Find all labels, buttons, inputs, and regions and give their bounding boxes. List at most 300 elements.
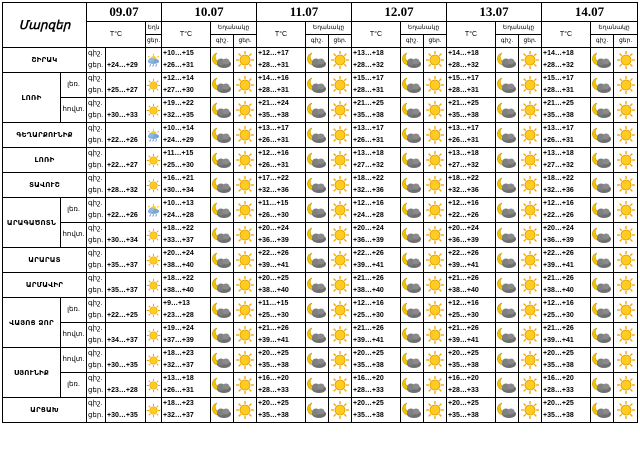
temp-cell — [352, 148, 401, 173]
temp-cell — [542, 123, 591, 148]
sun-icon — [329, 173, 352, 198]
night-temp: +20…+25 — [258, 275, 289, 282]
region-name: ԳԵՂԱՐՔՈՒՆԻՔ — [3, 123, 87, 148]
moon-cloud-icon — [306, 98, 329, 123]
day-temp: +26…+31 — [448, 137, 479, 144]
day-temp: +28…+32 — [107, 187, 138, 194]
weather-header: Եղանակը — [306, 22, 352, 35]
temp-cell — [352, 273, 401, 298]
weather-header: Եղանակը — [591, 22, 638, 35]
night-temp — [107, 223, 145, 235]
sun-cloud-rain-icon — [146, 48, 162, 73]
temp-cell — [257, 98, 306, 123]
day-temp: +32…+37 — [163, 412, 194, 419]
temp-cell — [106, 298, 146, 323]
night-temp: +20…+25 — [258, 350, 289, 357]
temp-cell — [257, 248, 306, 273]
sun-icon — [234, 248, 257, 273]
night-day-label — [87, 323, 106, 348]
day-temp: +35…+38 — [353, 362, 384, 369]
temp-cell — [106, 148, 146, 173]
table-row — [3, 298, 638, 323]
night-temp: +22…+26 — [448, 250, 479, 257]
moon-cloud-icon — [211, 73, 234, 98]
day-temp: +26…+30 — [258, 212, 289, 219]
night-label: գիշ. — [88, 275, 103, 282]
sun-icon — [424, 348, 447, 373]
moon-cloud-icon — [496, 348, 519, 373]
moon-cloud-icon — [211, 148, 234, 173]
night-temp — [107, 173, 145, 185]
day-label: ցեր. — [88, 137, 104, 144]
table-row — [3, 48, 638, 73]
sun-icon — [329, 323, 352, 348]
night-temp — [107, 48, 145, 60]
day-temp: +36…+39 — [543, 237, 574, 244]
night-temp: +21…+26 — [258, 325, 289, 332]
moon-cloud-icon — [401, 298, 424, 323]
temp-cell — [162, 73, 211, 98]
moon-cloud-icon — [591, 223, 614, 248]
sun-icon — [146, 273, 162, 298]
sun-icon — [424, 123, 447, 148]
temp-cell — [162, 48, 211, 73]
moon-cloud-icon — [591, 173, 614, 198]
temp-cell — [352, 248, 401, 273]
night-temp: +9…+13 — [163, 300, 190, 307]
night-temp: +10…+13 — [163, 200, 194, 207]
region-name: ԱՐԱԳԱԾՈՏՆ — [3, 198, 61, 248]
night-temp: +19…+22 — [163, 100, 194, 107]
sun-icon — [329, 348, 352, 373]
day-temp: +35…+37 — [107, 262, 138, 269]
day-temp: +32…+36 — [448, 187, 479, 194]
moon-cloud-icon — [306, 398, 329, 423]
night-temp: +11…+15 — [258, 300, 289, 307]
temp-cell — [106, 123, 146, 148]
night-temp — [107, 348, 145, 360]
table-row — [3, 398, 638, 423]
night-temp: +21…+26 — [353, 275, 384, 282]
day-temp: +26…+31 — [353, 137, 384, 144]
day-temp: +27…+30 — [163, 87, 194, 94]
day-temp: +24…+29 — [163, 137, 194, 144]
moon-cloud-icon — [591, 148, 614, 173]
night-temp: +20…+25 — [448, 400, 479, 407]
temp-cell — [542, 273, 591, 298]
temp-cell — [447, 123, 496, 148]
day-temp: +28…+31 — [353, 87, 384, 94]
day-temp: +38…+40 — [543, 287, 574, 294]
temp-cell — [447, 273, 496, 298]
sun-icon — [424, 173, 447, 198]
temp-cell — [162, 198, 211, 223]
day-label: ցեր. — [88, 237, 104, 244]
night-temp: +21…+25 — [353, 100, 384, 107]
night-temp: +16…+20 — [353, 375, 384, 382]
temp-header: T°C — [542, 22, 591, 48]
moon-cloud-icon — [211, 48, 234, 73]
temp-cell — [542, 48, 591, 73]
moon-cloud-icon — [211, 223, 234, 248]
moon-cloud-icon — [591, 98, 614, 123]
day-label: ցեր. — [88, 162, 104, 169]
sun-icon — [614, 348, 638, 373]
temp-cell — [106, 98, 146, 123]
moon-cloud-icon — [306, 73, 329, 98]
sun-icon — [424, 148, 447, 173]
night-day-label — [87, 348, 106, 373]
forecast-body — [3, 48, 638, 423]
night-temp: +13…+17 — [448, 125, 479, 132]
moon-cloud-icon — [306, 273, 329, 298]
day-temp: +38…+40 — [163, 262, 194, 269]
day-temp: +35…+38 — [448, 112, 479, 119]
temp-cell — [352, 348, 401, 373]
day-temp: +35…+38 — [353, 112, 384, 119]
day-temp: +27…+32 — [448, 162, 479, 169]
day-temp: +39…+41 — [448, 337, 479, 344]
sun-icon — [519, 173, 542, 198]
sun-icon — [614, 273, 638, 298]
night-temp: +20…+24 — [258, 225, 289, 232]
day-temp: +23…+28 — [107, 387, 138, 394]
night-temp: +20…+24 — [163, 250, 194, 257]
night-label: գիշ. — [88, 175, 103, 182]
night-temp: +20…+25 — [353, 400, 384, 407]
moon-cloud-icon — [306, 223, 329, 248]
day-temp: +35…+38 — [543, 112, 574, 119]
temp-cell — [106, 248, 146, 273]
moon-cloud-icon — [496, 298, 519, 323]
day-temp: +34…+37 — [107, 337, 138, 344]
temp-cell — [106, 73, 146, 98]
region-part: հովտ. — [61, 98, 87, 123]
moon-cloud-icon — [591, 298, 614, 323]
day-temp: +25…+30 — [258, 312, 289, 319]
day-label: ցեր. — [88, 262, 104, 269]
temp-header: T°C — [257, 22, 306, 48]
night-temp: +19…+24 — [163, 325, 194, 332]
region-name: ՍՅՈՒՆԻՔ — [3, 348, 61, 398]
day-temp: +26…+31 — [163, 62, 194, 69]
moon-cloud-icon — [591, 323, 614, 348]
night-temp: +15…+17 — [543, 75, 574, 82]
night-temp: +13…+18 — [163, 375, 194, 382]
night-temp: +13…+18 — [543, 150, 574, 157]
day-subheader: ցեր. — [146, 35, 162, 48]
sun-icon — [614, 398, 638, 423]
temp-cell — [447, 48, 496, 73]
day-temp: +22…+26 — [107, 137, 138, 144]
sun-icon — [329, 248, 352, 273]
table-row — [3, 123, 638, 148]
sun-icon — [329, 198, 352, 223]
day-label: ցեր. — [88, 287, 104, 294]
temp-cell — [162, 173, 211, 198]
night-temp: +21…+26 — [448, 275, 479, 282]
day-temp: +32…+37 — [163, 362, 194, 369]
night-temp: +20…+24 — [543, 225, 574, 232]
night-temp: +13…+18 — [353, 50, 384, 57]
night-temp: +21…+24 — [258, 100, 289, 107]
moon-cloud-icon — [401, 173, 424, 198]
moon-cloud-icon — [401, 248, 424, 273]
date-header: 11.07 — [257, 3, 352, 22]
day-temp: +24…+28 — [163, 212, 194, 219]
moon-cloud-icon — [401, 198, 424, 223]
sun-icon — [424, 48, 447, 73]
moon-cloud-icon — [401, 323, 424, 348]
sun-icon — [146, 348, 162, 373]
day-temp: +39…+41 — [258, 262, 289, 269]
temp-cell — [542, 398, 591, 423]
night-temp: +12…+16 — [258, 150, 289, 157]
night-temp: +12…+16 — [448, 300, 479, 307]
moon-cloud-icon — [306, 248, 329, 273]
temp-cell — [352, 48, 401, 73]
night-day-label — [87, 223, 106, 248]
region-name: ԱՐՑԱԽ — [3, 398, 87, 423]
day-temp: +28…+33 — [353, 387, 384, 394]
temp-cell — [257, 123, 306, 148]
night-label: գիշ. — [88, 250, 103, 257]
day-temp: +39…+41 — [448, 262, 479, 269]
sun-icon — [329, 48, 352, 73]
region-part: լեռ. — [61, 198, 87, 223]
night-temp — [107, 398, 145, 410]
temp-cell — [447, 173, 496, 198]
moon-cloud-icon — [496, 48, 519, 73]
temp-cell — [106, 273, 146, 298]
night-label: գիշ. — [88, 200, 103, 207]
moon-cloud-icon — [496, 248, 519, 273]
sun-icon — [519, 398, 542, 423]
temp-cell — [162, 348, 211, 373]
night-day-label — [87, 198, 106, 223]
temp-cell — [352, 373, 401, 398]
night-temp: +18…+22 — [163, 225, 194, 232]
moon-cloud-icon — [306, 298, 329, 323]
night-day-label — [87, 148, 106, 173]
night-subheader: գիշ. — [591, 35, 614, 48]
day-temp: +35…+38 — [543, 362, 574, 369]
sun-icon — [519, 48, 542, 73]
night-day-label — [87, 98, 106, 123]
day-temp: +37…+39 — [163, 337, 194, 344]
night-subheader: գիշ. — [306, 35, 329, 48]
night-label: գիշ. — [88, 225, 103, 232]
moon-cloud-icon — [401, 398, 424, 423]
sun-icon — [424, 323, 447, 348]
temp-cell — [352, 98, 401, 123]
region-part: հովտ. — [61, 323, 87, 348]
day-subheader: ցեր. — [234, 35, 257, 48]
night-temp: +16…+20 — [448, 375, 479, 382]
sun-icon — [234, 148, 257, 173]
moon-cloud-icon — [211, 123, 234, 148]
sun-icon — [234, 273, 257, 298]
moon-cloud-icon — [591, 198, 614, 223]
sun-icon — [234, 198, 257, 223]
night-temp: +20…+25 — [543, 350, 574, 357]
day-temp: +39…+41 — [353, 262, 384, 269]
sun-icon — [614, 373, 638, 398]
night-day-label — [87, 48, 106, 73]
day-temp: +28…+33 — [258, 387, 289, 394]
night-temp: +20…+24 — [353, 225, 384, 232]
temp-cell — [106, 323, 146, 348]
sun-icon — [519, 148, 542, 173]
sun-icon — [424, 198, 447, 223]
moon-cloud-icon — [591, 248, 614, 273]
sun-icon — [519, 98, 542, 123]
night-label: գիշ. — [88, 375, 103, 382]
sun-icon — [424, 273, 447, 298]
day-temp: +35…+38 — [258, 412, 289, 419]
moon-cloud-icon — [496, 98, 519, 123]
night-temp: +18…+22 — [543, 175, 574, 182]
day-temp: +22…+26 — [107, 212, 138, 219]
day-temp: +30…+34 — [107, 237, 138, 244]
moon-cloud-icon — [496, 173, 519, 198]
night-temp: +18…+23 — [163, 350, 194, 357]
date-header: 13.07 — [447, 3, 542, 22]
table-row — [3, 273, 638, 298]
day-temp: +33…+37 — [163, 237, 194, 244]
temp-cell — [106, 398, 146, 423]
temp-header: T°C — [447, 22, 496, 48]
table-row — [3, 323, 638, 348]
night-temp — [107, 373, 145, 385]
moon-cloud-icon — [306, 48, 329, 73]
moon-cloud-icon — [211, 98, 234, 123]
day-subheader: ցեր. — [424, 35, 447, 48]
night-label: գիշ. — [88, 350, 103, 357]
temp-header: T°C — [162, 22, 211, 48]
sun-icon — [146, 73, 162, 98]
sun-icon — [614, 173, 638, 198]
sun-icon — [146, 248, 162, 273]
night-subheader: գիշ. — [211, 35, 234, 48]
temp-cell — [106, 198, 146, 223]
temp-cell — [162, 273, 211, 298]
sun-icon — [424, 223, 447, 248]
day-temp: +35…+38 — [353, 412, 384, 419]
sun-icon — [146, 398, 162, 423]
moon-cloud-icon — [496, 73, 519, 98]
moon-cloud-icon — [496, 223, 519, 248]
day-temp: +39…+41 — [543, 337, 574, 344]
temp-cell — [106, 223, 146, 248]
night-label: գիշ. — [88, 400, 103, 407]
moon-cloud-icon — [591, 48, 614, 73]
day-temp: +26…+31 — [163, 387, 194, 394]
sun-icon — [146, 298, 162, 323]
temp-cell — [542, 73, 591, 98]
temp-cell — [447, 198, 496, 223]
temp-cell — [257, 223, 306, 248]
day-label: ցեր. — [88, 387, 104, 394]
sun-icon — [146, 373, 162, 398]
temp-cell — [447, 248, 496, 273]
sun-icon — [329, 73, 352, 98]
night-day-label — [87, 173, 106, 198]
moon-cloud-icon — [401, 348, 424, 373]
day-temp: +22…+26 — [543, 212, 574, 219]
day-label: ցեր. — [88, 62, 104, 69]
table-row — [3, 223, 638, 248]
night-temp: +12…+16 — [543, 200, 574, 207]
day-subheader: ցեր. — [614, 35, 638, 48]
day-temp: +38…+40 — [258, 287, 289, 294]
night-temp: +20…+24 — [448, 225, 479, 232]
temp-cell — [162, 223, 211, 248]
sun-icon — [234, 223, 257, 248]
day-temp: +27…+32 — [353, 162, 384, 169]
temp-cell — [106, 48, 146, 73]
day-temp: +23…+28 — [163, 312, 194, 319]
night-temp: +12…+14 — [163, 75, 194, 82]
temp-cell — [257, 48, 306, 73]
day-temp: +22…+25 — [107, 312, 138, 319]
region-part: լեռ. — [61, 73, 87, 98]
temp-cell — [162, 298, 211, 323]
temp-cell — [257, 323, 306, 348]
region-part: հովտ. — [61, 223, 87, 248]
moon-cloud-icon — [211, 373, 234, 398]
temp-cell — [352, 123, 401, 148]
sun-icon — [519, 123, 542, 148]
temp-cell — [542, 198, 591, 223]
day-temp: +30…+35 — [107, 412, 138, 419]
moon-cloud-icon — [211, 323, 234, 348]
moon-cloud-icon — [591, 123, 614, 148]
day-label: ցեր. — [88, 362, 104, 369]
moon-cloud-icon — [496, 323, 519, 348]
night-temp: +10…+15 — [163, 50, 194, 57]
sun-icon — [614, 198, 638, 223]
moon-cloud-icon — [211, 348, 234, 373]
temp-cell — [162, 98, 211, 123]
day-temp: +28…+32 — [448, 62, 479, 69]
sun-cloud-rain-icon — [146, 198, 162, 223]
day-temp: +36…+39 — [448, 237, 479, 244]
day-temp: +39…+41 — [353, 337, 384, 344]
day-temp: +30…+35 — [107, 362, 138, 369]
night-temp — [107, 298, 145, 310]
temp-cell — [447, 73, 496, 98]
night-temp: +14…+18 — [448, 50, 479, 57]
day-temp: +32…+36 — [353, 187, 384, 194]
sun-icon — [146, 173, 162, 198]
temp-cell — [542, 223, 591, 248]
date-header: 10.07 — [162, 3, 257, 22]
moon-cloud-icon — [401, 223, 424, 248]
day-temp: +32…+35 — [163, 112, 194, 119]
day-temp: +25…+30 — [543, 312, 574, 319]
sun-icon — [329, 298, 352, 323]
sun-icon — [614, 148, 638, 173]
sun-icon — [519, 298, 542, 323]
day-temp: +26…+31 — [543, 137, 574, 144]
region-name: ՎԱՅՈՑ ՁՈՐ — [3, 298, 61, 348]
sun-icon — [519, 248, 542, 273]
night-temp: +18…+22 — [163, 275, 194, 282]
sun-icon — [329, 273, 352, 298]
day-temp: +39…+41 — [258, 337, 289, 344]
sun-icon — [519, 273, 542, 298]
